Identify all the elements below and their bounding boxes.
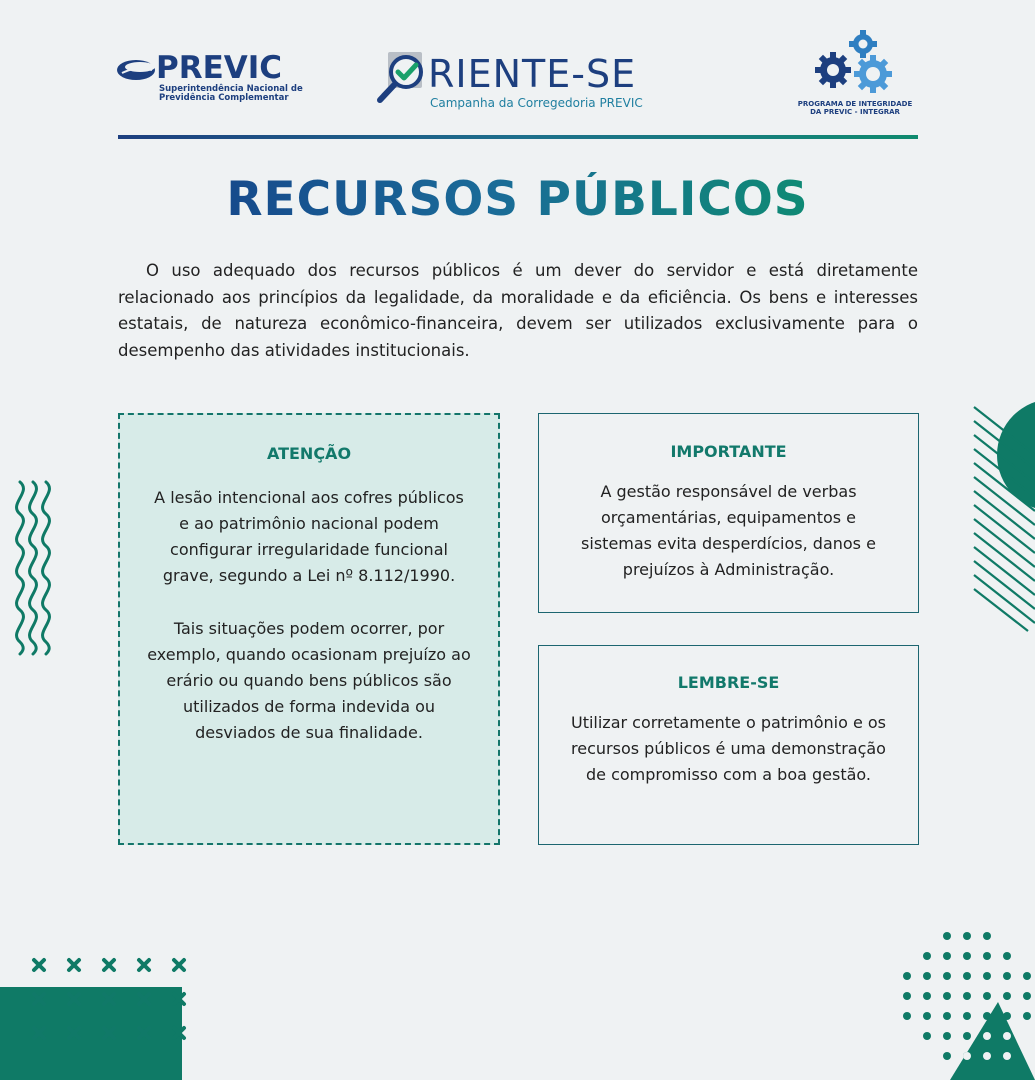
previc-subtitle: [159, 85, 309, 103]
intro-paragraph: O uso adequado dos recursos públicos é um dever do servidor e está diretamente relacionado aos princípios da legalidade, da moralidade e da eficiência. Os bens e interesses estatais, de natureza econômico-financeira, devem ser utilizados exclusivamente para o desempenho das atividades institucionais.: [118, 261, 918, 360]
page-title-text: RECURSOS PÚBLICOS: [226, 172, 809, 227]
lembre-se-text: Utilizar corretamente o patrimônio e os recursos públicos é uma demonstração de compromisso com a boa gestão.: [570, 713, 886, 784]
integrar-line-2: DA PREVIC - INTEGRAR: [810, 108, 900, 116]
page-title: [0, 172, 1035, 227]
previc-logo: [116, 50, 303, 108]
atencao-paragraph-2: Tais situações podem ocorrer, por exemplo, quando ocasionam prejuízo ao erário ou quando bens públicos são utilizados de forma indevida ou desviados de sua finalidade.: [147, 619, 471, 742]
previc-subtitle-line-2: Previdência Complementar: [159, 93, 289, 103]
header-divider: [118, 135, 918, 139]
campaign-subtitle: Campanha da Corregedoria PREVIC: [430, 96, 643, 110]
previc-subtitle-line-1: Superintendência Nacional de: [159, 84, 303, 94]
dots-triangle-decoration: [900, 928, 1035, 1080]
crosses-decoration: [0, 950, 200, 1080]
previc-swoosh-icon: [116, 58, 158, 82]
wavy-lines-decoration: [12, 478, 54, 656]
importante-title: IMPORTANTE: [670, 442, 787, 461]
gears-icon: [813, 28, 897, 98]
lembre-se-box: [538, 645, 919, 845]
atencao-title: ATENÇÃO: [266, 444, 352, 463]
stripes-semicircle-decoration: [968, 395, 1035, 640]
integrar-logo: [795, 28, 915, 123]
lembre-se-title: LEMBRE-SE: [677, 673, 780, 692]
atencao-box: [118, 413, 500, 845]
integrar-line-1: PROGRAMA DE INTEGRIDADE: [797, 100, 913, 108]
magnifier-check-icon: [376, 50, 432, 106]
oriente-se-logo: [376, 50, 676, 112]
atencao-paragraph-1: A lesão intencional aos cofres públicos e ao patrimônio nacional podem configurar irregularidade funcional grave, segundo a Lei nº 8.112/1990.: [154, 488, 464, 585]
previc-name: PREVIC: [156, 50, 283, 86]
importante-box: [538, 413, 919, 613]
importante-text: A gestão responsável de verbas orçamentárias, equipamentos e sistemas evita desperdícios, danos e prejuízos à Administração.: [581, 482, 876, 579]
campaign-name: RIENTE-SE: [428, 52, 637, 96]
integrar-label: [795, 100, 915, 116]
